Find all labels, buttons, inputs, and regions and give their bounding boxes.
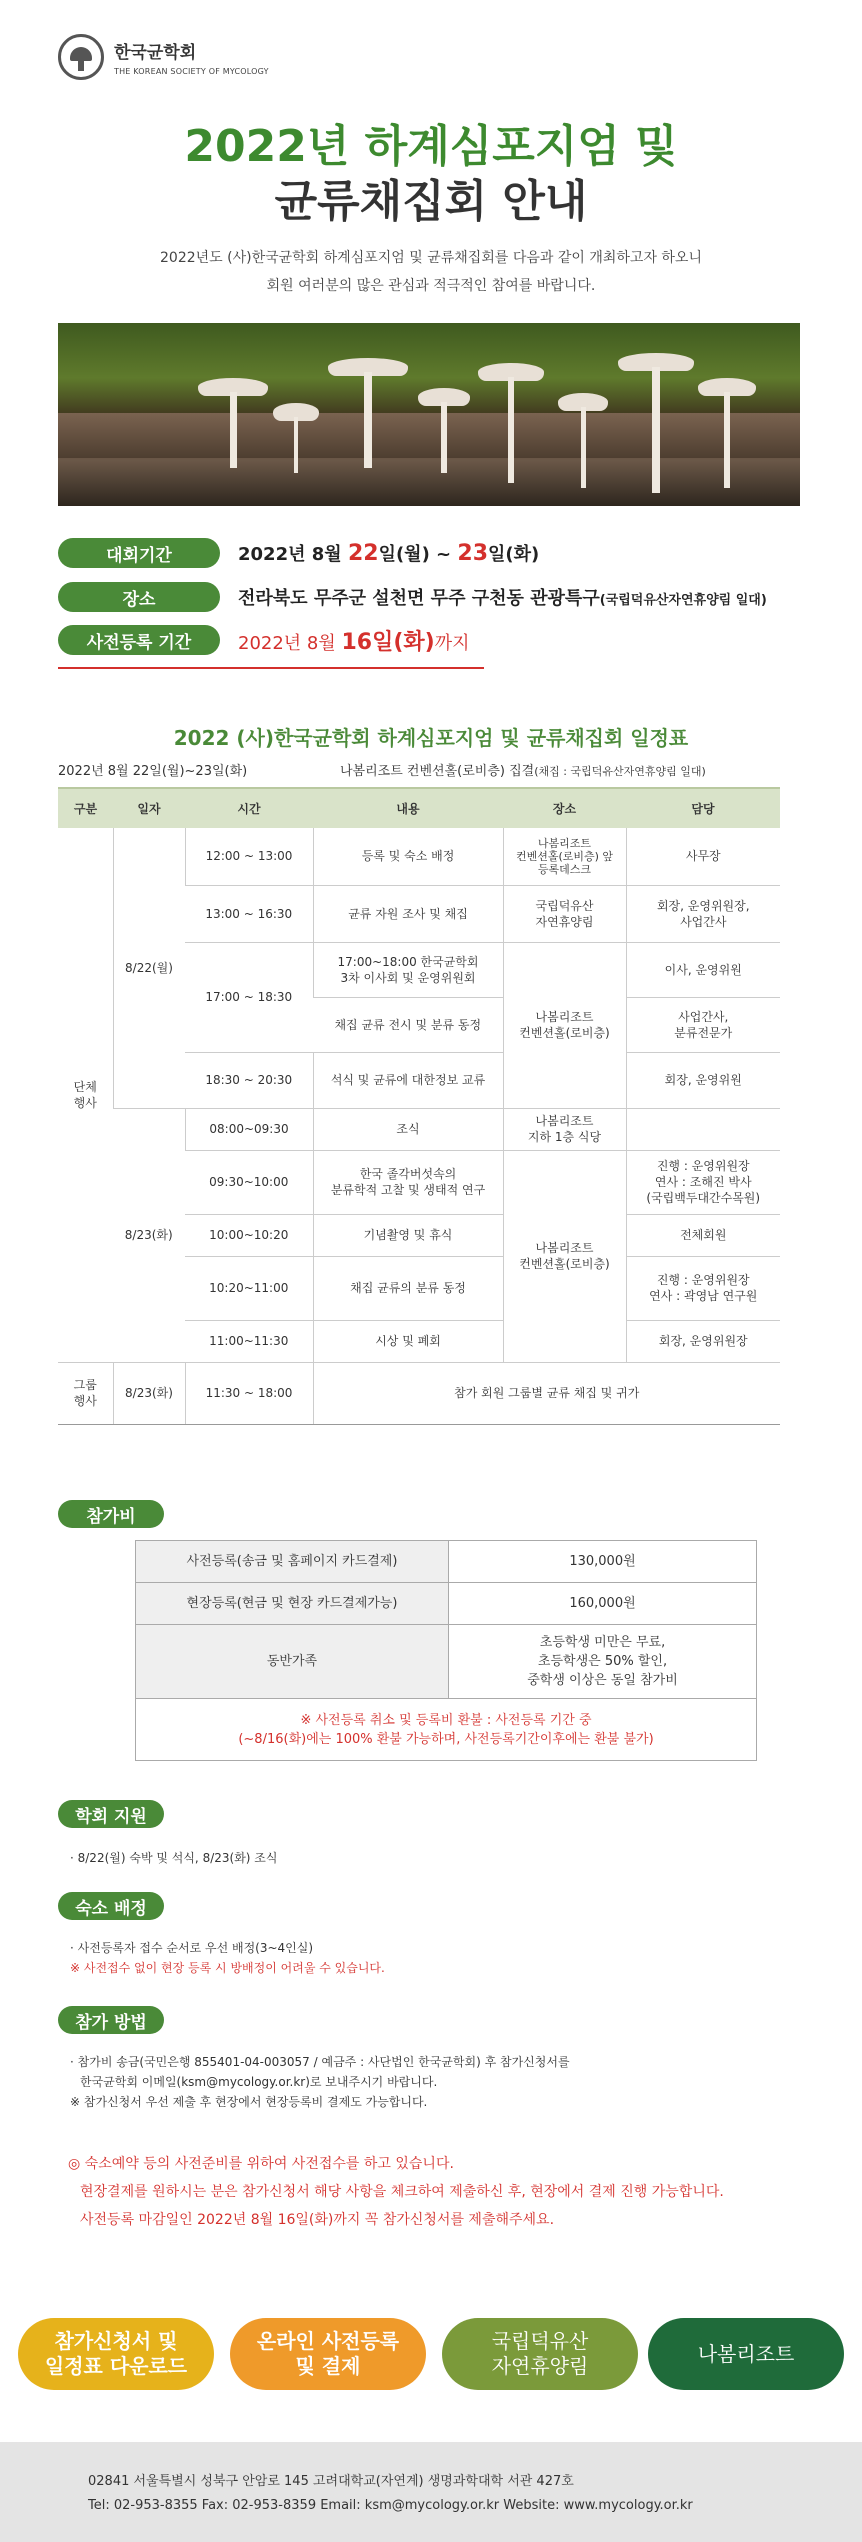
group-cell: 단체 행사 [58, 828, 113, 1362]
staff-cell: 이사, 운영위원 [626, 942, 780, 997]
content-cell: 17:00~18:00 한국균학회 3차 이사회 및 운영위원회 [313, 942, 503, 997]
schedule-dates: 2022년 8월 22일(월)~23일(화) [58, 764, 248, 779]
place-cell: 나봄리조트 컨벤션홀(로비층) [503, 942, 626, 1108]
page-title-line1: 2022년 하계심포지엄 및 [184, 121, 678, 172]
day-cell: 8/23(화) [113, 1108, 185, 1362]
fee-section-label: 참가비 [58, 1500, 164, 1528]
schedule-table [58, 787, 780, 1425]
content-cell: 채집 균류의 분류 동정 [313, 1256, 503, 1320]
fee-table [135, 1540, 757, 1761]
fee-value: 130,000원 [449, 1541, 757, 1583]
time-cell: 11:30 ~ 18:00 [185, 1362, 313, 1424]
nabom-resort-button[interactable]: 나봄리조트 [648, 2318, 844, 2390]
method-section-label: 참가 방법 [58, 2006, 164, 2034]
staff-cell: 사업간사, 분류전문가 [626, 997, 780, 1052]
time-cell: 18:30 ~ 20:30 [185, 1052, 313, 1108]
content-cell: 한국 졸각버섯속의 분류학적 고찰 및 생태적 연구 [313, 1150, 503, 1214]
society-name: 한국균학회 [114, 43, 197, 63]
time-cell: 09:30~10:00 [185, 1150, 313, 1214]
mushroom-photo [58, 323, 800, 506]
table-row [136, 1625, 757, 1699]
mushroom-shape [198, 378, 268, 468]
society-name-en: THE KOREAN SOCIETY OF MYCOLOGY [114, 67, 269, 76]
staff-cell [626, 1108, 780, 1150]
content-cell: 참가 회원 그룹별 균류 채집 및 귀가 [313, 1362, 780, 1424]
online-registration-button[interactable]: 온라인 사전등록 및 결제 [230, 2318, 426, 2390]
table-header: 시간 [185, 788, 313, 828]
table-header: 담당 [626, 788, 780, 828]
prereg-label: 사전등록 기간 [58, 625, 220, 655]
notice-block: ◎ 숙소예약 등의 사전준비를 위하여 사전접수를 하고 있습니다. 현장결제를 원하시는 분은 참가신청서 해당 사항을 체크하여 제출하신 후, 현장에서 결제 진행 가능합니다. 사전등록 마감일인 2022년 8월 16일(화)까지 꼭 참가신청서를 제출해주세요. [68, 2156, 724, 2228]
refund-note: ※ 사전등록 취소 및 등록비 환불 : 사전등록 기간 중 (~8/16(화)에는 100% 환불 가능하며, 사전등록기간이후에는 환불 불가) [136, 1699, 757, 1761]
fee-label: 현장등록(현금 및 현장 카드결제가능) [136, 1583, 449, 1625]
lodging-text: · 사전등록자 접수 순서로 우선 배정(3~4인실) ※ 사전접수 없이 현장 등록 시 방배정이 어려울 수 있습니다. [70, 1941, 385, 1975]
place-label: 장소 [58, 582, 220, 612]
period-label: 대회기간 [58, 538, 220, 568]
period-row [58, 538, 539, 568]
time-cell: 11:00~11:30 [185, 1320, 313, 1362]
mushroom-shape [618, 353, 694, 493]
staff-cell: 회장, 운영위원장 [626, 1320, 780, 1362]
period-value: 2022년 8월 22일(월) ~ 23일(화) [238, 541, 540, 566]
fee-value: 초등학생 미만은 무료, 초등학생은 50% 할인, 중학생 이상은 동일 참가비 [449, 1625, 757, 1699]
prereg-row [58, 625, 470, 655]
mushroom-shape [698, 378, 756, 488]
table-header: 내용 [313, 788, 503, 828]
schedule-title: 2022 (사)한국균학회 하계심포지엄 및 균류채집회 일정표 [173, 726, 689, 750]
page-title-line2: 균류채집회 안내 [274, 176, 588, 227]
lodging-section-label: 숙소 배정 [58, 1892, 164, 1920]
content-cell: 등록 및 숙소 배정 [313, 828, 503, 885]
method-text: · 참가비 송금(국민은행 855401-04-003057 / 예금주 : 사단법인 한국균학회) 후 참가신청서를 한국균학회 이메일(ksm@mycology.or.kr)로 보내주시기 바랍니다. ※ 참가신청서 우선 제출 후 현장에서 현장등록비 결제도 가능합니다. [70, 2055, 570, 2109]
table-header: 일자 [113, 788, 185, 828]
content-cell: 균류 자원 조사 및 채집 [313, 885, 503, 942]
society-logo [58, 34, 269, 80]
download-application-button[interactable]: 참가신청서 및 일정표 다운로드 [18, 2318, 214, 2390]
prereg-value: 2022년 8월 16일(화)까지 [238, 629, 470, 655]
content-cell: 조식 [313, 1108, 503, 1150]
day-cell: 8/23(화) [113, 1362, 185, 1424]
content-cell: 채집 균류 전시 및 분류 동정 [313, 997, 503, 1052]
table-row [136, 1541, 757, 1583]
mushroom-shape [273, 403, 319, 473]
place-cell: 나봄리조트 지하 1층 식당 [503, 1108, 626, 1150]
staff-cell: 진행 : 운영위원장 연사 : 곽영남 연구원 [626, 1256, 780, 1320]
place-cell: 나봄리조트 컨벤션홀(로비층) 앞 등록데스크 [503, 828, 626, 885]
group-cell: 그룹 행사 [58, 1362, 113, 1424]
mushroom-shape [478, 363, 544, 483]
intro-line2: 회원 여러분의 많은 관심과 적극적인 참여를 바랍니다. [266, 278, 596, 294]
mushroom-shape [558, 393, 608, 488]
table-header: 구분 [58, 788, 113, 828]
schedule-meeting-point: 나봄리조트 컨벤션홀(로비층) 집결(채집 : 국립덕유산자연휴양림 일대) [340, 764, 706, 779]
mushroom-shape [418, 388, 470, 473]
time-cell: 10:20~11:00 [185, 1256, 313, 1320]
table-row [136, 1583, 757, 1625]
place-cell: 나봄리조트 컨벤션홀(로비층) [503, 1150, 626, 1362]
divider [58, 667, 484, 669]
time-cell: 08:00~09:30 [185, 1108, 313, 1150]
time-cell: 10:00~10:20 [185, 1214, 313, 1256]
content-cell: 석식 및 균류에 대한정보 교류 [313, 1052, 503, 1108]
fee-label: 동반가족 [136, 1625, 449, 1699]
table-row [136, 1699, 757, 1761]
footer [0, 2442, 862, 2542]
support-section-label: 학회 지원 [58, 1800, 164, 1828]
table-row [58, 1362, 780, 1424]
place-value: 전라북도 무주군 설천면 무주 구천동 관광특구(국립덕유산자연휴양림 일대) [238, 588, 767, 609]
table-row [58, 828, 780, 885]
content-cell: 시상 및 폐회 [313, 1320, 503, 1362]
place-cell: 국립덕유산 자연휴양림 [503, 885, 626, 942]
staff-cell: 전체회원 [626, 1214, 780, 1256]
footer-contact: Tel: 02-953-8355 Fax: 02-953-8359 Email: ksm@mycology.or.kr Website: www.mycology.or.kr [88, 2498, 693, 2513]
fee-label: 사전등록(송금 및 홈페이지 카드결제) [136, 1541, 449, 1583]
mushroom-shape [328, 358, 408, 468]
fee-value: 160,000원 [449, 1583, 757, 1625]
support-text: · 8/22(월) 숙박 및 석식, 8/23(화) 조식 [70, 1851, 278, 1865]
staff-cell: 사무장 [626, 828, 780, 885]
table-row [58, 1108, 780, 1150]
staff-cell: 진행 : 운영위원장 연사 : 조해진 박사 (국립백두대간수목원) [626, 1150, 780, 1214]
time-cell: 17:00 ~ 18:30 [185, 942, 313, 1052]
intro-line1: 2022년도 (사)한국균학회 하계심포지엄 및 균류채집회를 다음과 같이 개최하고자 하오니 [160, 250, 702, 266]
time-cell: 12:00 ~ 13:00 [185, 828, 313, 885]
deogyusan-forest-button[interactable]: 국립덕유산 자연휴양림 [442, 2318, 638, 2390]
place-row [58, 582, 767, 612]
day-cell: 8/22(월) [113, 828, 185, 1108]
staff-cell: 회장, 운영위원 [626, 1052, 780, 1108]
mushroom-emblem-icon [58, 34, 104, 80]
content-cell: 기념촬영 및 휴식 [313, 1214, 503, 1256]
time-cell: 13:00 ~ 16:30 [185, 885, 313, 942]
staff-cell: 회장, 운영위원장, 사업간사 [626, 885, 780, 942]
table-header: 장소 [503, 788, 626, 828]
footer-address: 02841 서울특별시 성북구 안암로 145 고려대학교(자연계) 생명과학대학 서관 427호 [88, 2474, 574, 2489]
